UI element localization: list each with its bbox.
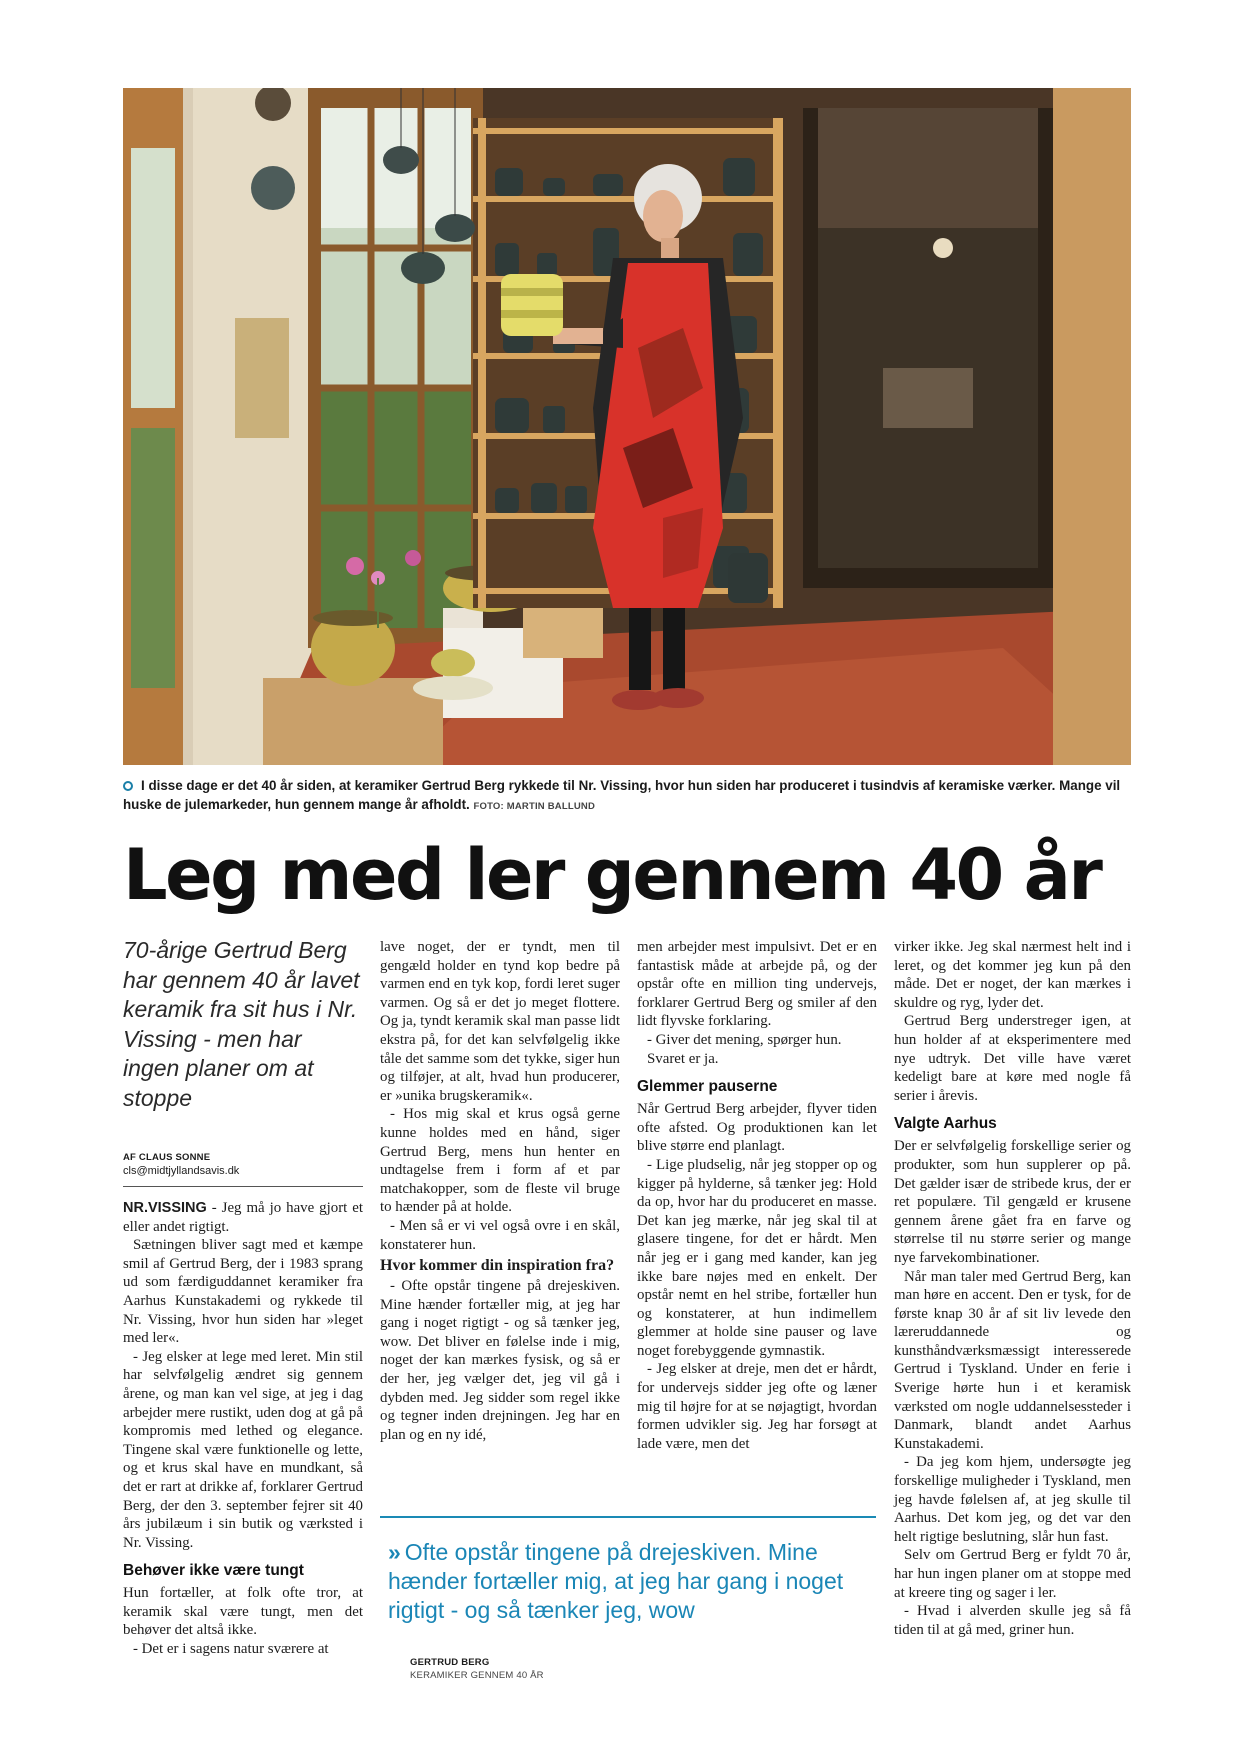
column-2 (380, 938, 620, 1444)
photo-credit: FOTO: MARTIN BALLUND (473, 801, 596, 812)
body-paragraph: Der er selvfølgelig forskellige serier og produkter, som hun supplerer op på. Det gælder især de stribede krus, der er ret populære. Til gengæld er krusene gennem årene gået fra en farve og størrelse til nu større serier og mange nye farvekombinationer. (894, 1138, 1131, 1266)
byline (123, 1151, 363, 1178)
body-paragraph: - Ofte opstår tingene på drejeskiven. Mine hænder fortæller mig, at jeg har gang i noget rigtigt - og så tænker jeg, wow. Det bliver en følelse inde i mig, noget der kan mærkes fysisk, og så er der her, jeg vælger det, jeg vil gå i dybden med. Jeg sidder som regel ikke og tegner inden drejningen. Jeg har en plan og en ny idé, (380, 1278, 620, 1443)
body-paragraph: - Det er i sagens natur sværere at (133, 1641, 329, 1658)
body-paragraph: Når Gertrud Berg arbejder, flyver tiden ofte afsted. Og produktionen kan let blive større end planlagt. (637, 1101, 877, 1155)
pullquote-text: Ofte opstår tingene på drejeskiven. Mine hænder fortæller mig, at jeg har gang i noget rigtigt - og så tænker jeg, wow (388, 1539, 844, 1623)
quote-mark-icon: » (388, 1539, 401, 1565)
body-paragraph: - Hvad i alverden skulle jeg så få tiden til at gå med, griner hun. (894, 1603, 1131, 1638)
body-paragraph: Når man taler med Gertrud Berg, kan man høre en accent. Den er tysk, for de første knap 30 år af sit liv levede den læreruddannede og kunsthåndværksmæssigt interesserede Gertrud i Tyskland. Under en ferie i Sverige hørte hun i et keramisk værksted om nogle uddannelsessteder i Danmark, blandt andet Aarhus Kunstakademi. (894, 1268, 1131, 1452)
pullquote-source-role: KERAMIKER GENNEM 40 ÅR (410, 1670, 544, 1681)
body-paragraph: Sætningen bliver sagt med et kæmpe smil af Gertrud Berg, der i 1983 sprang ud som færdiguddannet keramiker fra Aarhus Kunstakademi og rykkede til Nr. Vissing, hvor hun siden har »leget med ler«. (123, 1237, 363, 1347)
caption-text: I disse dage er det 40 år siden, at keramiker Gertrud Berg rykkede til Nr. Vissing, hvor hun siden har produceret i tusindvis af keramiske værker. Mange vil huske de julemarkeder, hun gennem mange år afholdt. (123, 778, 1121, 812)
body-paragraph: Hun fortæller, at folk ofte tror, at keramik skal være tungt, men det behøver det altså ikke. (123, 1585, 363, 1639)
body-paragraph: men arbejder mest impulsivt. Det er en fantastisk måde at arbejde på, og der opstår ofte en million ting undervejs, forklarer Gertrud Berg og smiler af den lidt flyvske forklaring. (637, 939, 877, 1030)
ceramics-studio-photo (123, 88, 1131, 765)
body-paragraph: - Hos mig skal et krus også gerne kunne holdes med en hånd, siger Gertrud Berg, mens hun henter en undtagelse frem i form af et par matchakopper, som de fleste vil bruge to hænder på at holde. (380, 1106, 620, 1216)
column-4 (894, 938, 1131, 1639)
body-paragraph: lave noget, der er tyndt, men til gengæld holder en tynd kop bedre på varmen end en tyk kop, fordi leret suger varmen. Og så er det jo meget flottere. Og ja, tyndt keramik skal man passe lidt ekstra på, for det kan selvfølgelig ikke tåle det samme som det tykke, siger hun og tilføjer, at alt, hvad hun producerer, er »unika brugskeramik«. (380, 939, 620, 1104)
caption-bullet-icon (123, 781, 133, 791)
body-paragraph: - Jeg elsker at dreje, men det er hårdt, for undervejs sidder jeg ofte og læner mig til højre for at se nøjagtigt, hvordan formen udvikler sig. Jeg har forsøgt at lade være, men det (637, 1361, 877, 1452)
subheading: Glemmer pauserne (637, 1078, 778, 1096)
pullquote-source (410, 1656, 544, 1682)
subheading: Behøver ikke være tungt (123, 1562, 304, 1580)
pullquote-source-name: GERTRUD BERG (410, 1657, 490, 1668)
byline-author: AF CLAUS SONNE (123, 1152, 211, 1163)
body-paragraph: Selv om Gertrud Berg er fyldt 70 år, har hun ingen planer om at stoppe med at kreere ting og sager i ler. (894, 1547, 1131, 1601)
body-paragraph: - Giver det mening, spørger hun. (647, 1031, 842, 1048)
photo-caption (123, 776, 1131, 816)
body-paragraph: Gertrud Berg understreger igen, at hun holder af at eksperimentere med nye udtryk. Det ville have været kedeligt bare at køre med nogle få serier i årevis. (894, 1013, 1131, 1104)
body-paragraph: - Jeg elsker at lege med leret. Min stil har selvfølgelig ændret sig gennem årene, og man kan vel sige, at jeg i dag arbejder mere rustikt, uden dog at gå på kompromis med lethed og elegance. Tingene skal være funktionelle og lette, og et krus skal have en mundkant, så det er rart at drikke af, forklarer Gertrud Berg, der den 3. september fejrer sit 40 års jubilæum i sin butik og værksted i Nr. Vissing. (123, 1348, 363, 1551)
body-paragraph: Svaret er ja. (647, 1050, 719, 1067)
question-heading: Hvor kommer din inspiration fra? (380, 1257, 615, 1275)
pullquote-rule (380, 1516, 876, 1518)
byline-email[interactable]: cls@midtjyllandsavis.dk (123, 1165, 240, 1177)
body-paragraph: - Lige pludselig, når jeg stopper op og kigger på hylderne, så tænker jeg: Hold da op, hvor har du produceret en masse. Det kan jeg mærke, når jeg skal til at glasere tingene, for det er hårdt. Men når jeg er i gang med kander, kan jeg ikke bare nøjes med en enkelt. Der opstår nemt en hel stribe, fortæller hun og konstaterer, at hun indimellem glemmer at holde sine pauser og lave noget forebyggende gymnastik. (637, 1156, 877, 1359)
body-paragraph: - Men så er vi vel også ovre i en skål, konstaterer hun. (380, 1217, 620, 1253)
column-1 (123, 938, 363, 1659)
column-3 (637, 938, 877, 1453)
body-text: - Jeg må jo have gjort et eller andet rigtigt. (123, 1200, 363, 1235)
body-paragraph: virker ikke. Jeg skal nærmest helt ind i leret, og det kommer jeg kun på den måde. Det er noget, der kan mærkes i skuldre og ryg, lyder det. (894, 939, 1131, 1011)
subheading: Valgte Aarhus (894, 1115, 997, 1133)
body-paragraph: - Da jeg kom hjem, undersøgte jeg forskellige muligheder i Tyskland, men jeg havde følelsen af, at jeg skulle til Aarhus. Det kom jeg, og det var den helt rigtige beslutning, slår hun fast. (894, 1454, 1131, 1545)
standfirst: 70-årige Gertrud Berg har gennem 40 år lavet keramik fra sit hus i Nr. Vissing - men har ingen planer om at stoppe (123, 937, 360, 1111)
headline: Leg med ler gennem 40 år (123, 834, 1101, 916)
pullquote (388, 1538, 878, 1625)
article-photo (123, 88, 1131, 765)
byline-divider (123, 1186, 363, 1187)
dateline: NR.VISSING (123, 1200, 207, 1216)
body-paragraph (123, 1199, 363, 1236)
